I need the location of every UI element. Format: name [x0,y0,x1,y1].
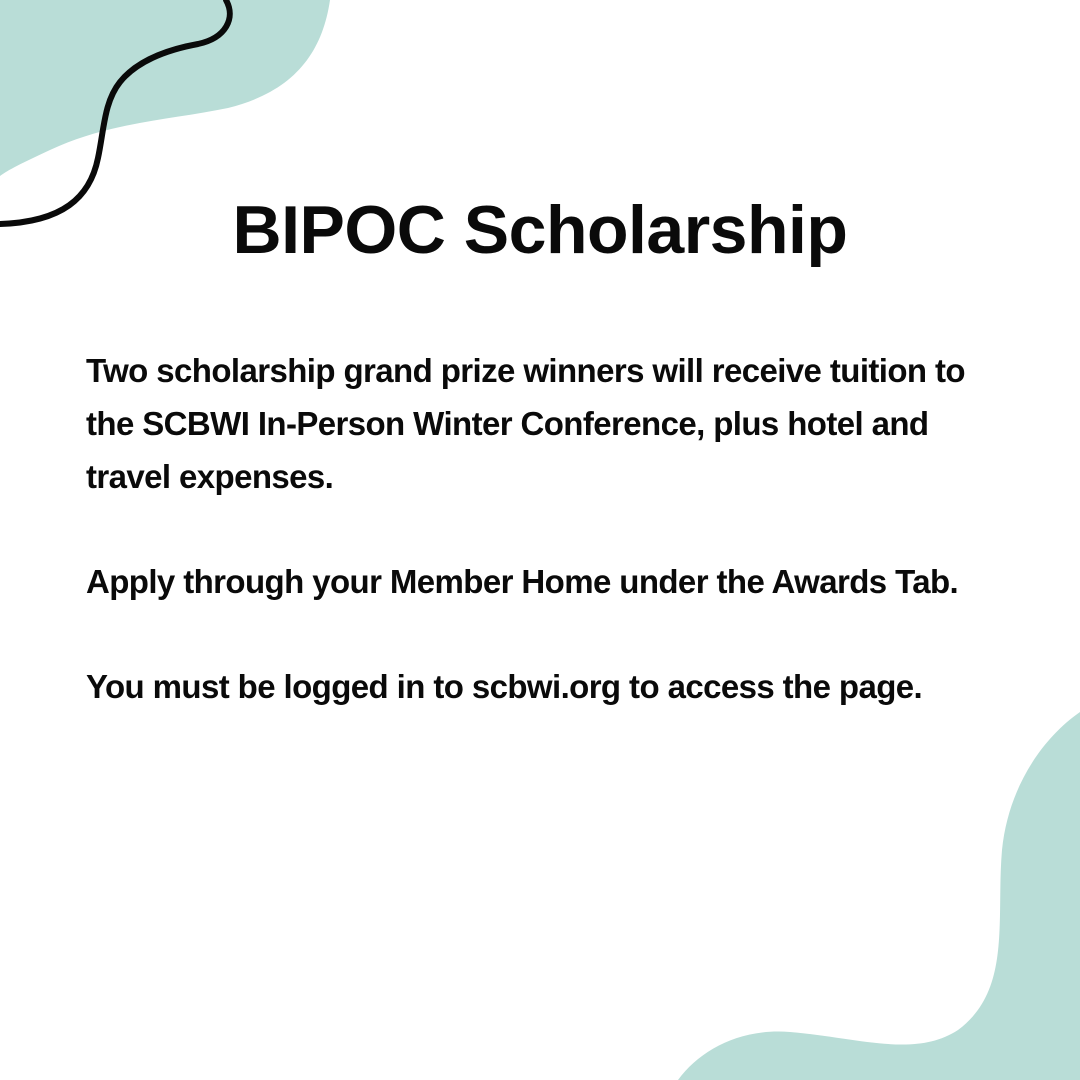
login-paragraph: You must be logged in to scbwi.org to access the page. [86,668,923,705]
apply-paragraph: Apply through your Member Home under the Awards Tab. [86,563,959,600]
page-title: BIPOC Scholarship [232,192,848,268]
prize-paragraph: Two scholarship grand prize winners will receive tuition to the SCBWI In-Person Winter Conference, plus hotel and travel expenses. [86,352,965,495]
bottom-right-blob [678,712,1080,1080]
post-body [86,344,986,765]
top-left-blob [0,0,330,176]
